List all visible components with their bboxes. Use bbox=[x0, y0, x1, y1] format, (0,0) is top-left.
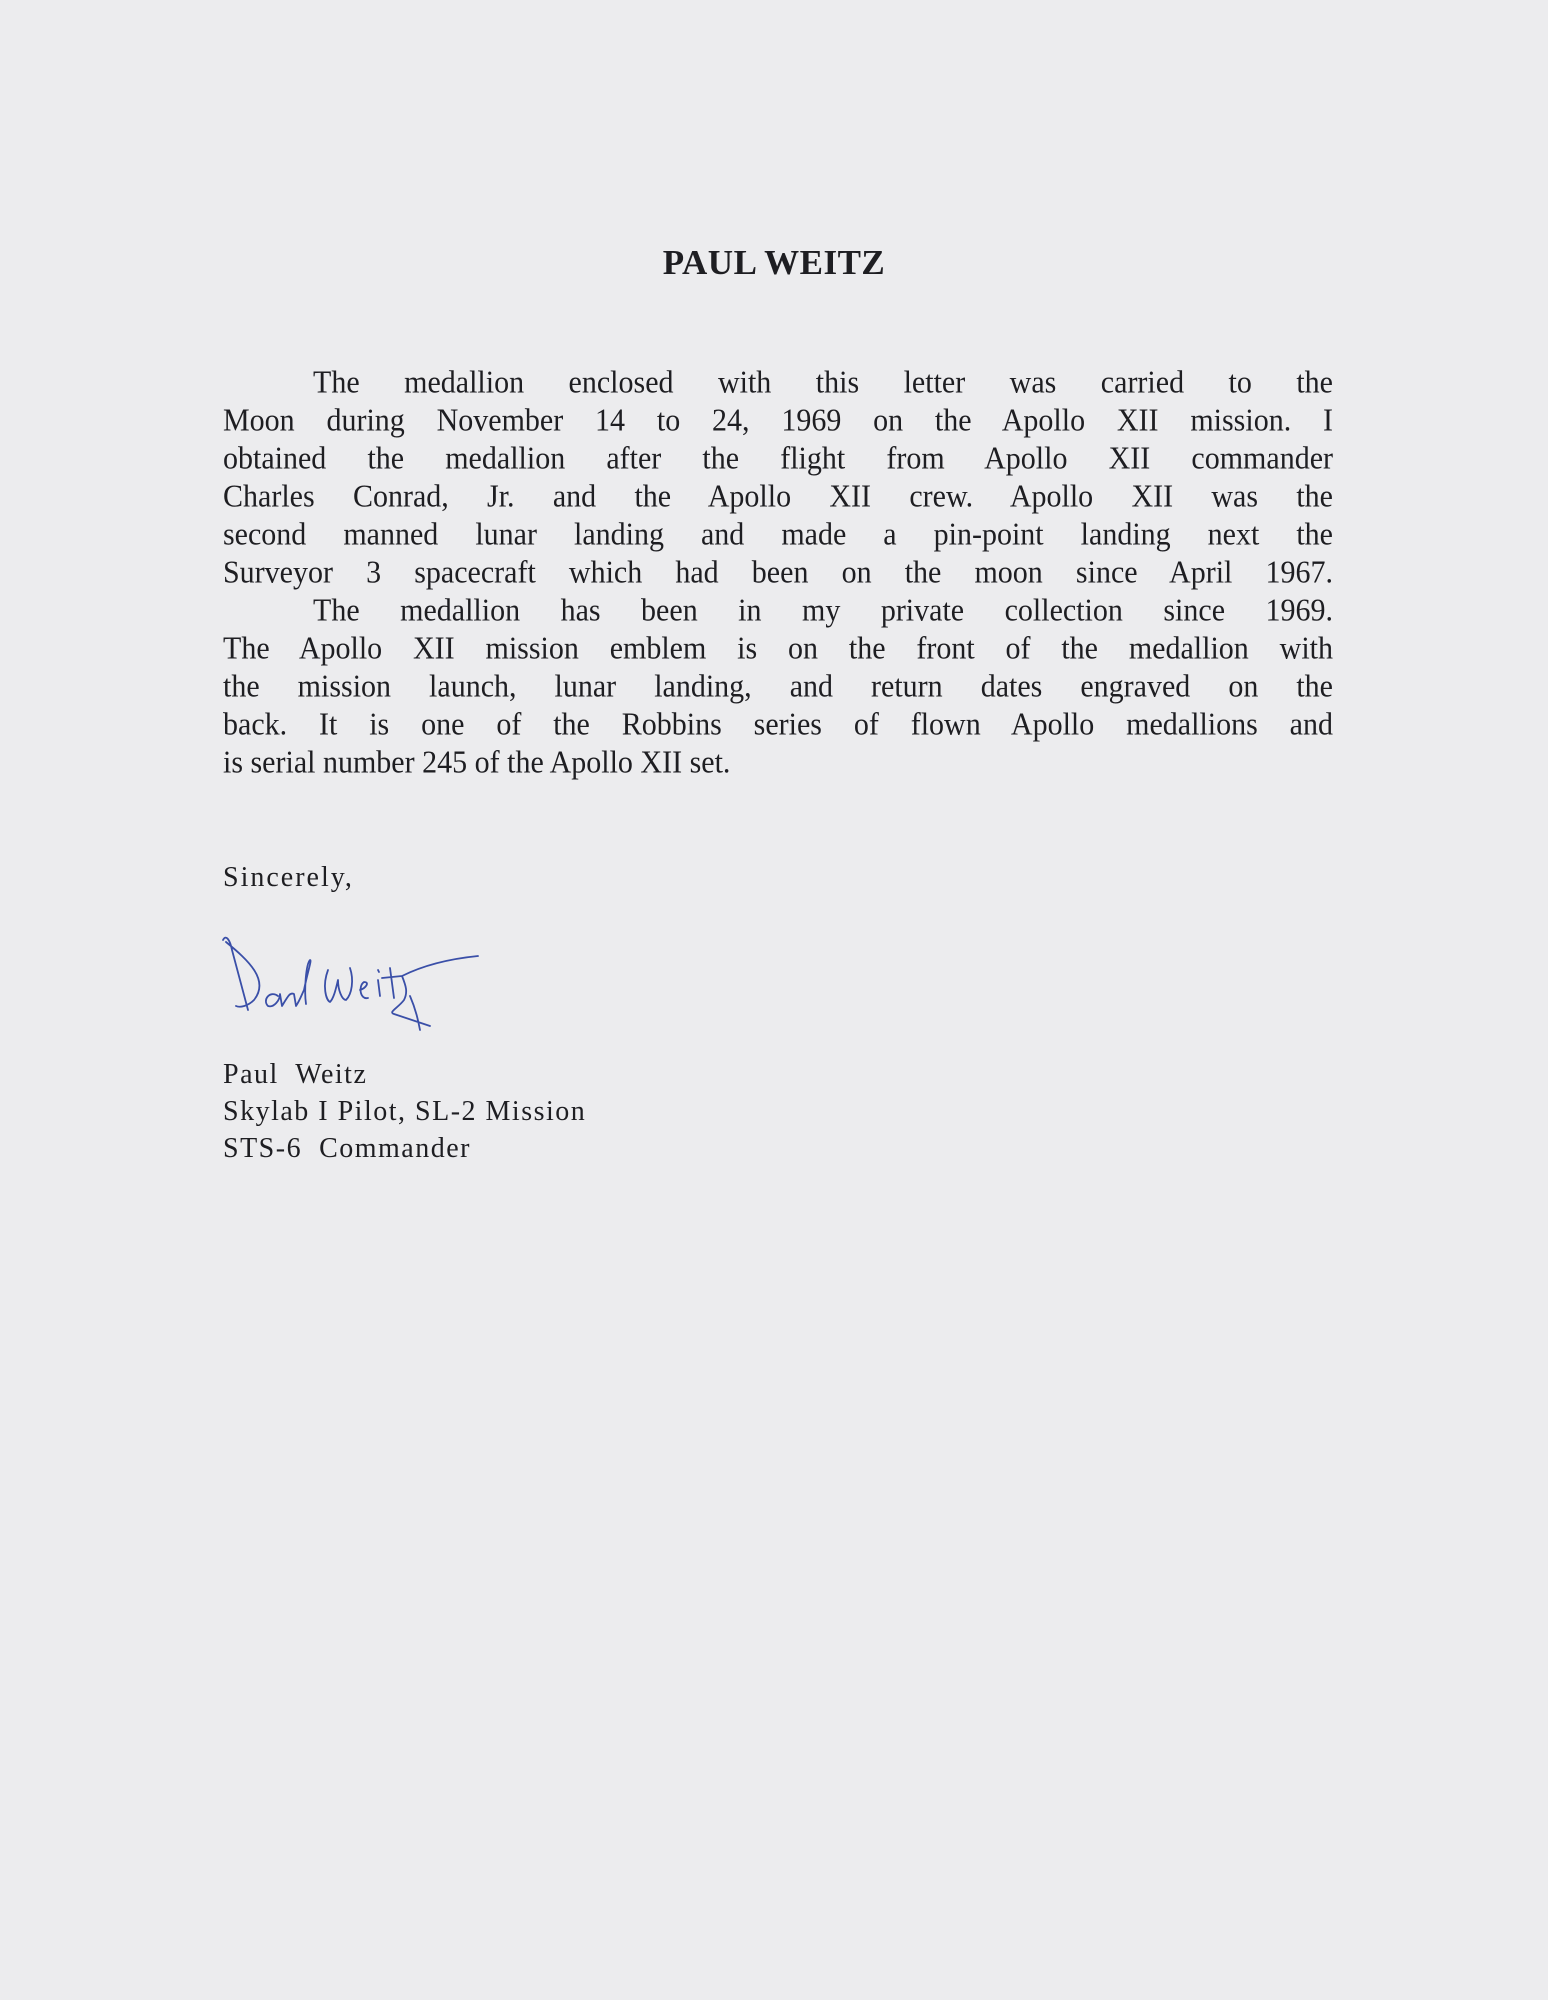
body-line: back. It is one of the Robbins series of flown Apollo medallions and bbox=[223, 707, 1333, 742]
body-line: The medallion has been in my private collection since 1969. bbox=[313, 593, 1333, 628]
body-line: second manned lunar landing and made a pin-point landing next the bbox=[223, 517, 1333, 552]
closing: Sincerely, bbox=[223, 862, 354, 893]
signer-title: STS-6 Commander bbox=[223, 1133, 471, 1164]
letter-body bbox=[223, 364, 1333, 782]
body-line: Moon during November 14 to 24, 1969 on the Apollo XII mission. I bbox=[223, 403, 1333, 438]
signer-title: Skylab I Pilot, SL-2 Mission bbox=[223, 1096, 587, 1127]
body-line: is serial number 245 of the Apollo XII set. bbox=[223, 745, 731, 780]
body-line: The medallion enclosed with this letter was carried to the bbox=[313, 365, 1333, 400]
letter-title: PAUL WEITZ bbox=[662, 243, 886, 282]
handwritten-signature bbox=[218, 930, 538, 1060]
signature-block bbox=[223, 1056, 586, 1167]
body-line: The Apollo XII mission emblem is on the front of the medallion with bbox=[223, 631, 1333, 666]
signer-name: Paul Weitz bbox=[223, 1059, 368, 1090]
body-line: Charles Conrad, Jr. and the Apollo XII crew. Apollo XII was the bbox=[223, 479, 1333, 514]
body-line: Surveyor 3 spacecraft which had been on the moon since April 1967. bbox=[223, 555, 1333, 590]
body-line: the mission launch, lunar landing, and return dates engraved on the bbox=[223, 669, 1333, 704]
body-line: obtained the medallion after the flight from Apollo XII commander bbox=[223, 441, 1333, 476]
